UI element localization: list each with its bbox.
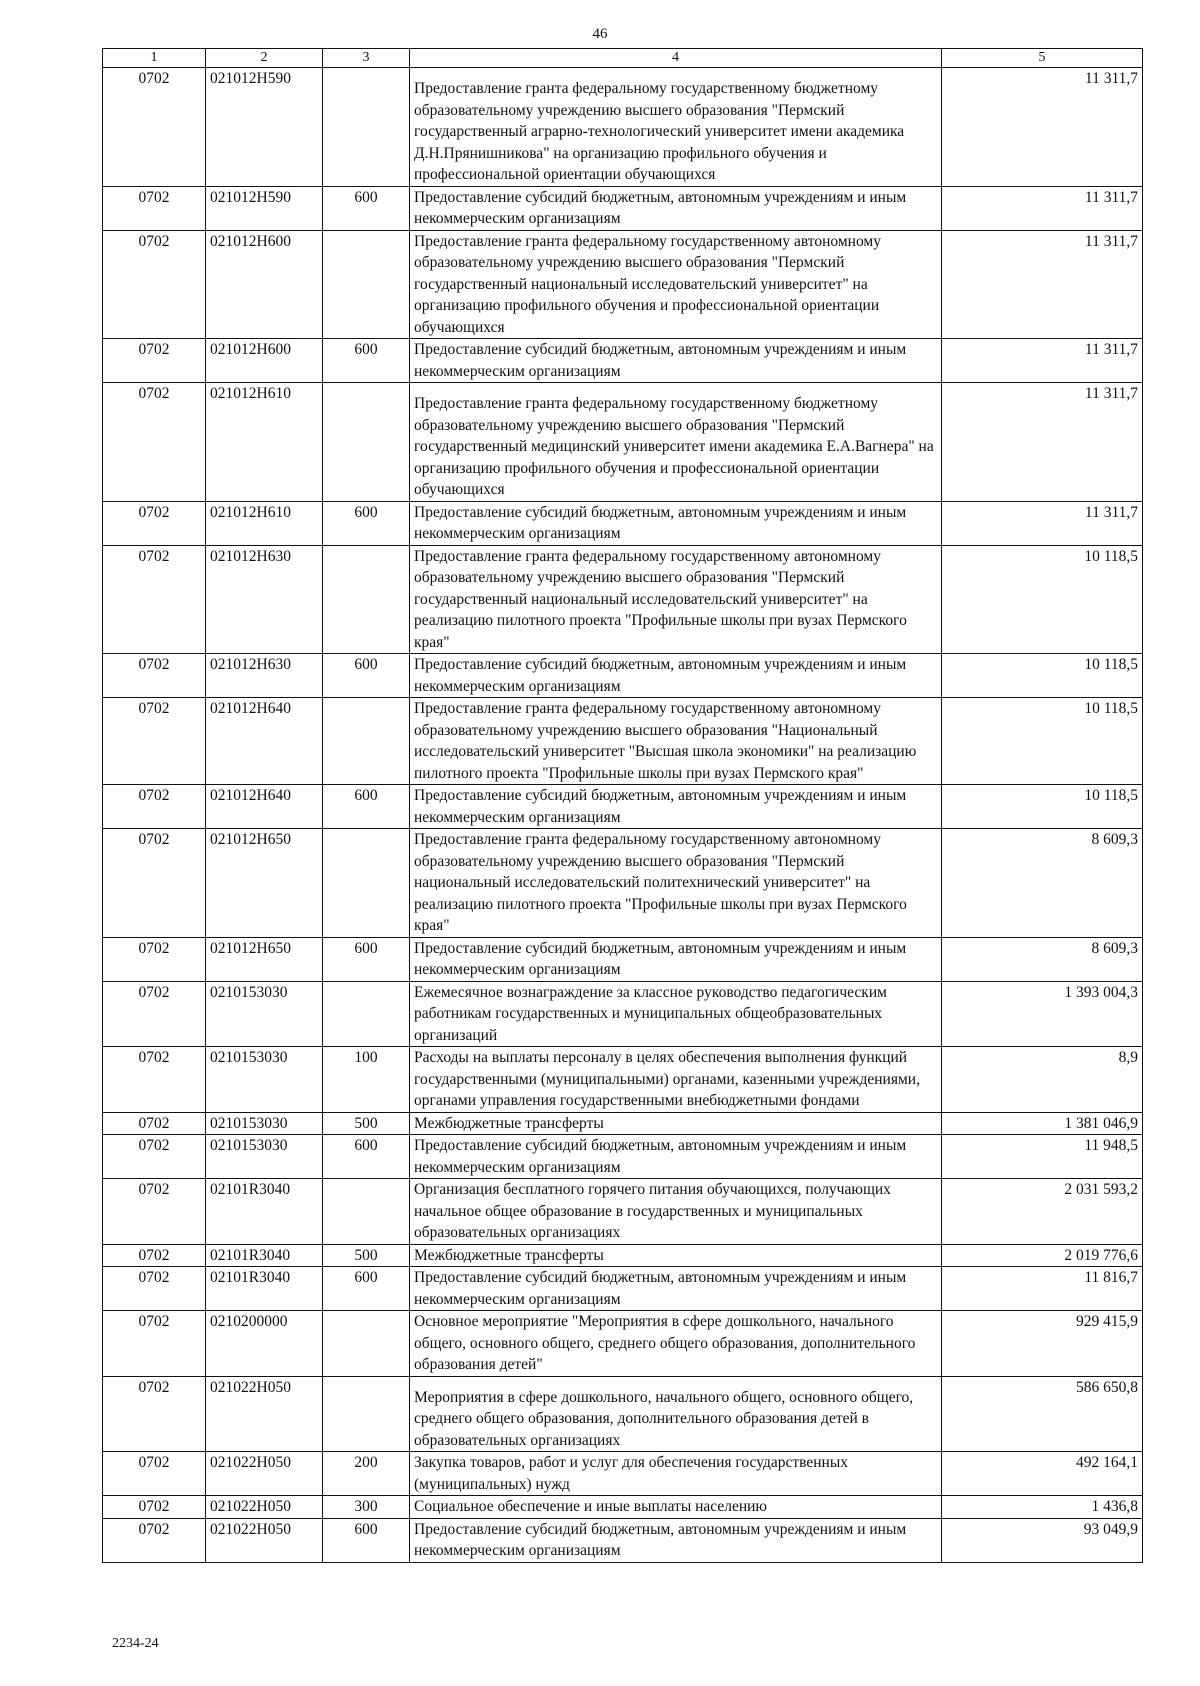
expense-name: Мероприятия в сфере дошкольного, начального общего, основного общего, среднего общего образования, дополнительного образования детей в образовательных организациях: [410, 1376, 942, 1452]
target-article-code: 021012Н590: [206, 186, 323, 230]
amount: 10 118,5: [942, 785, 1143, 829]
table-row: [103, 1244, 1143, 1267]
section-code: 0702: [103, 1452, 206, 1496]
expense-name: Организация бесплатного горячего питания обучающихся, получающих начальное общее образование в государственных и муниципальных образовательных организациях: [410, 1179, 942, 1245]
target-article-code: 021012Н600: [206, 339, 323, 383]
expense-name: Основное мероприятие "Мероприятия в сфере дошкольного, начального общего, основного общего, среднего общего образования, дополнительного образования детей": [410, 1311, 942, 1377]
amount: 11 311,7: [942, 501, 1143, 545]
expense-name: Предоставление субсидий бюджетным, автономным учреждениям и иным некоммерческим организациям: [410, 937, 942, 981]
expense-type-code: 600: [323, 186, 410, 230]
target-article-code: 021022Н050: [206, 1496, 323, 1519]
amount: 8 609,3: [942, 937, 1143, 981]
section-code: 0702: [103, 1376, 206, 1452]
expense-type-code: 600: [323, 1267, 410, 1311]
expense-type-code: [323, 230, 410, 339]
table-row: [103, 829, 1143, 938]
expense-name: Предоставление гранта федеральному государственному автономному образовательному учреждению высшего образования "Национальный исследовательский университет "Высшая школа экономики" на реализацию пилотного проекта "Профильные школы при вузах Пермского края": [410, 698, 942, 785]
target-article-code: 021012Н610: [206, 383, 323, 502]
table-row: [103, 1179, 1143, 1245]
expense-name: Предоставление гранта федеральному государственному бюджетному образовательному учреждению высшего образования "Пермский государственный аграрно-технологический университет имени академика Д.Н.Прянишникова" на организацию профильного обучения и профессиональной ориентации обучающихся: [410, 68, 942, 187]
section-code: 0702: [103, 501, 206, 545]
target-article-code: 02101R3040: [206, 1244, 323, 1267]
target-article-code: 021022Н050: [206, 1518, 323, 1562]
section-code: 0702: [103, 1518, 206, 1562]
target-article-code: 02101R3040: [206, 1267, 323, 1311]
section-code: 0702: [103, 230, 206, 339]
table-row: [103, 383, 1143, 502]
section-code: 0702: [103, 1135, 206, 1179]
target-article-code: 021012Н630: [206, 545, 323, 654]
column-header-1: 1: [103, 49, 206, 68]
expense-name: Межбюджетные трансферты: [410, 1112, 942, 1135]
column-header-2: 2: [206, 49, 323, 68]
expense-name: Предоставление субсидий бюджетным, автономным учреждениям и иным некоммерческим организациям: [410, 785, 942, 829]
expense-name: Предоставление субсидий бюджетным, автономным учреждениям и иным некоммерческим организациям: [410, 1267, 942, 1311]
table-row: [103, 68, 1143, 187]
expense-type-code: 600: [323, 654, 410, 698]
target-article-code: 02101R3040: [206, 1179, 323, 1245]
section-code: 0702: [103, 654, 206, 698]
target-article-code: 021012Н640: [206, 785, 323, 829]
section-code: 0702: [103, 339, 206, 383]
section-code: 0702: [103, 1047, 206, 1113]
section-code: 0702: [103, 937, 206, 981]
expense-name: Предоставление гранта федеральному государственному автономному образовательному учреждению высшего образования "Пермский национальный исследовательский политехнический университет" на реализацию пилотного проекта "Профильные школы при вузах Пермского края": [410, 829, 942, 938]
amount: 11 311,7: [942, 383, 1143, 502]
amount: 8 609,3: [942, 829, 1143, 938]
target-article-code: 0210153030: [206, 981, 323, 1047]
section-code: 0702: [103, 829, 206, 938]
expense-name: Расходы на выплаты персоналу в целях обеспечения выполнения функций государственными (муниципальными) органами, казенными учреждениями, органами управления государственными внебюджетными фондами: [410, 1047, 942, 1113]
target-article-code: 0210153030: [206, 1135, 323, 1179]
expense-type-code: [323, 68, 410, 187]
target-article-code: 0210153030: [206, 1112, 323, 1135]
table-row: [103, 1267, 1143, 1311]
expense-type-code: 300: [323, 1496, 410, 1519]
amount: 1 436,8: [942, 1496, 1143, 1519]
expense-type-code: 600: [323, 785, 410, 829]
expense-name: Социальное обеспечение и иные выплаты населению: [410, 1496, 942, 1519]
section-code: 0702: [103, 1244, 206, 1267]
section-code: 0702: [103, 698, 206, 785]
expense-name: Межбюджетные трансферты: [410, 1244, 942, 1267]
expense-type-code: 200: [323, 1452, 410, 1496]
table-row: [103, 1135, 1143, 1179]
expense-name: Предоставление субсидий бюджетным, автономным учреждениям и иным некоммерческим организациям: [410, 339, 942, 383]
table-row: [103, 186, 1143, 230]
amount: 11 311,7: [942, 68, 1143, 187]
section-code: 0702: [103, 383, 206, 502]
section-code: 0702: [103, 186, 206, 230]
amount: 10 118,5: [942, 654, 1143, 698]
amount: 586 650,8: [942, 1376, 1143, 1452]
target-article-code: 021022Н050: [206, 1452, 323, 1496]
amount: 2 031 593,2: [942, 1179, 1143, 1245]
table-row: [103, 1311, 1143, 1377]
section-code: 0702: [103, 68, 206, 187]
amount: 1 381 046,9: [942, 1112, 1143, 1135]
expense-type-code: [323, 1376, 410, 1452]
expense-name: Закупка товаров, работ и услуг для обеспечения государственных (муниципальных) нужд: [410, 1452, 942, 1496]
expense-type-code: [323, 383, 410, 502]
section-code: 0702: [103, 1311, 206, 1377]
column-header-4: 4: [410, 49, 942, 68]
table-row: [103, 501, 1143, 545]
expense-type-code: [323, 698, 410, 785]
target-article-code: 021012Н650: [206, 937, 323, 981]
expense-type-code: [323, 981, 410, 1047]
amount: 10 118,5: [942, 545, 1143, 654]
table-row: [103, 545, 1143, 654]
expense-type-code: 600: [323, 1518, 410, 1562]
table-row: [103, 230, 1143, 339]
table-row: [103, 1496, 1143, 1519]
expense-name: Предоставление субсидий бюджетным, автономным учреждениям и иным некоммерческим организациям: [410, 501, 942, 545]
expense-type-code: [323, 1179, 410, 1245]
amount: 2 019 776,6: [942, 1244, 1143, 1267]
target-article-code: 0210153030: [206, 1047, 323, 1113]
table-row: [103, 1518, 1143, 1562]
document-code: 2234-24: [112, 1636, 159, 1651]
section-code: 0702: [103, 1112, 206, 1135]
amount: 11 311,7: [942, 230, 1143, 339]
target-article-code: 021012Н630: [206, 654, 323, 698]
column-header-5: 5: [942, 49, 1143, 68]
table-row: [103, 1047, 1143, 1113]
budget-table: [102, 48, 1143, 1563]
column-header-3: 3: [323, 49, 410, 68]
target-article-code: 021012Н610: [206, 501, 323, 545]
target-article-code: 0210200000: [206, 1311, 323, 1377]
amount: 11 816,7: [942, 1267, 1143, 1311]
amount: 11 311,7: [942, 186, 1143, 230]
target-article-code: 021012Н600: [206, 230, 323, 339]
expense-name: Предоставление гранта федеральному государственному автономному образовательному учреждению высшего образования "Пермский государственный национальный исследовательский университет" на организацию профильного обучения и профессиональной ориентации обучающихся: [410, 230, 942, 339]
amount: 1 393 004,3: [942, 981, 1143, 1047]
table-row: [103, 1376, 1143, 1452]
expense-type-code: [323, 1311, 410, 1377]
expense-type-code: 100: [323, 1047, 410, 1113]
page-number: 46: [592, 26, 608, 42]
amount: 10 118,5: [942, 698, 1143, 785]
expense-type-code: [323, 545, 410, 654]
amount: 929 415,9: [942, 1311, 1143, 1377]
section-code: 0702: [103, 1179, 206, 1245]
target-article-code: 021012Н590: [206, 68, 323, 187]
target-article-code: 021012Н640: [206, 698, 323, 785]
expense-name: Предоставление субсидий бюджетным, автономным учреждениям и иным некоммерческим организациям: [410, 1135, 942, 1179]
table-row: [103, 1452, 1143, 1496]
table-row: [103, 698, 1143, 785]
expense-name: Предоставление гранта федеральному государственному бюджетному образовательному учреждению высшего образования "Пермский государственный медицинский университет имени академика Е.А.Вагнера" на организацию профильного обучения и профессиональной ориентации обучающихся: [410, 383, 942, 502]
expense-type-code: [323, 829, 410, 938]
table-row: [103, 937, 1143, 981]
section-code: 0702: [103, 1496, 206, 1519]
expense-type-code: 500: [323, 1112, 410, 1135]
expense-type-code: 600: [323, 937, 410, 981]
table-row: [103, 1112, 1143, 1135]
expense-type-code: 600: [323, 1135, 410, 1179]
amount: 8,9: [942, 1047, 1143, 1113]
table-row: [103, 981, 1143, 1047]
expense-name: Предоставление гранта федеральному государственному автономному образовательному учреждению высшего образования "Пермский государственный национальный исследовательский университет" на реализацию пилотного проекта "Профильные школы при вузах Пермского края": [410, 545, 942, 654]
table-row: [103, 785, 1143, 829]
amount: 11 311,7: [942, 339, 1143, 383]
expense-name: Предоставление субсидий бюджетным, автономным учреждениям и иным некоммерческим организациям: [410, 186, 942, 230]
target-article-code: 021012Н650: [206, 829, 323, 938]
expense-type-code: 600: [323, 501, 410, 545]
section-code: 0702: [103, 545, 206, 654]
table-header-row: [103, 49, 1143, 68]
amount: 11 948,5: [942, 1135, 1143, 1179]
section-code: 0702: [103, 981, 206, 1047]
expense-name: Ежемесячное вознаграждение за классное руководство педагогическим работникам государственных и муниципальных общеобразовательных организаций: [410, 981, 942, 1047]
table-row: [103, 339, 1143, 383]
table-row: [103, 654, 1143, 698]
section-code: 0702: [103, 785, 206, 829]
expense-name: Предоставление субсидий бюджетным, автономным учреждениям и иным некоммерческим организациям: [410, 1518, 942, 1562]
expense-name: Предоставление субсидий бюджетным, автономным учреждениям и иным некоммерческим организациям: [410, 654, 942, 698]
expense-type-code: 600: [323, 339, 410, 383]
amount: 93 049,9: [942, 1518, 1143, 1562]
expense-type-code: 500: [323, 1244, 410, 1267]
target-article-code: 021022Н050: [206, 1376, 323, 1452]
amount: 492 164,1: [942, 1452, 1143, 1496]
section-code: 0702: [103, 1267, 206, 1311]
